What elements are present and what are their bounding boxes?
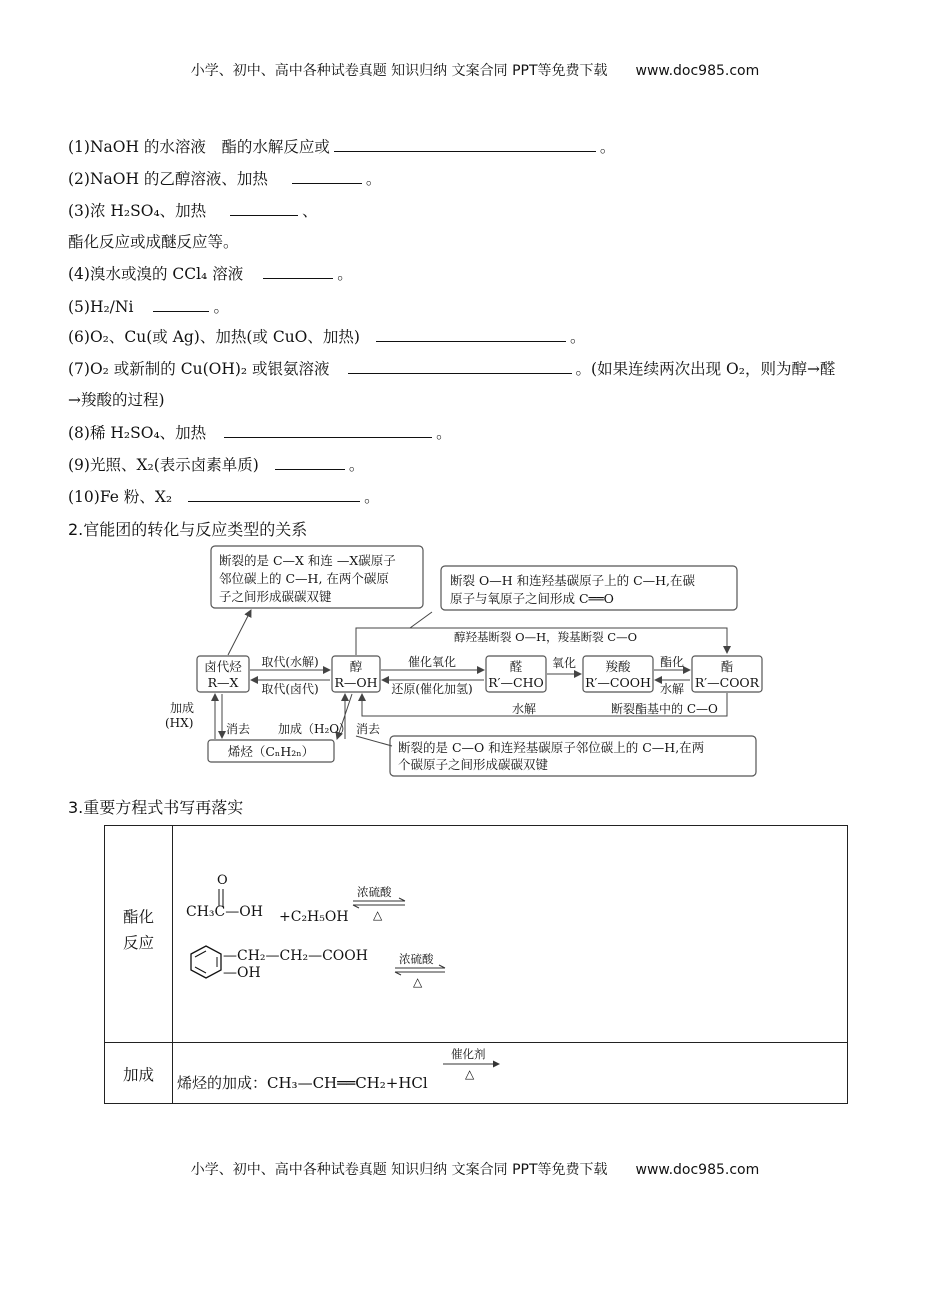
label-esterify: 酯化 xyxy=(659,655,685,669)
row-label-addition: 加成 xyxy=(122,1066,154,1084)
equation-table xyxy=(104,825,848,1104)
alcohol-formula: R—OH xyxy=(334,675,378,690)
label-cat-ox: 催化氧化 xyxy=(407,655,457,669)
label-sub-halogen: 取代(卤代) xyxy=(261,682,319,696)
page-header xyxy=(0,60,950,80)
eq2-chain: —CH₂—CH₂—COOH xyxy=(223,948,368,964)
item-text: (1)NaOH 的水溶液 酯的水解反应或 xyxy=(68,138,330,156)
halide-formula: R—X xyxy=(207,675,239,690)
note-bottom-line2: 个碳原子之间形成碳碳双键 xyxy=(398,757,549,772)
equations-svg xyxy=(173,826,847,1103)
item-text: (2)NaOH 的乙醇溶液、加热 xyxy=(68,170,268,188)
answer-blank xyxy=(230,203,298,216)
item-end: 。 xyxy=(365,170,382,188)
label-add-h2o: 加成（H₂O） xyxy=(278,722,352,736)
item-text: 酯化反应或成醚反应等。 xyxy=(68,233,239,251)
label-oxidation: 氧化 xyxy=(551,656,577,670)
label-bottom-hydrolysis: 水解 xyxy=(512,702,537,716)
section-2-title: 2.官能团的转化与反应类型的关系 xyxy=(68,520,308,539)
answer-blank xyxy=(292,171,362,184)
answer-blank xyxy=(334,139,596,152)
page-footer xyxy=(0,1159,950,1179)
item-5 xyxy=(68,295,229,317)
answer-blank xyxy=(153,299,209,312)
item-end: 。 xyxy=(337,265,353,283)
ester-name: 酯 xyxy=(720,659,734,674)
item-6 xyxy=(68,325,585,347)
item-end: 。 xyxy=(213,298,229,316)
item-end: 。 xyxy=(599,138,616,156)
item-end: 、 xyxy=(302,202,318,220)
item-text: (9)光照、X₂(表示卤素单质) xyxy=(68,456,259,474)
pointer-top-right-note xyxy=(410,612,432,628)
footer-text: 小学、初中、高中各种试卷真题 知识归纳 文案合同 PPT等免费下载 xyxy=(190,1162,608,1178)
item-8 xyxy=(68,421,452,443)
answer-blank xyxy=(224,425,432,438)
row-label-line1: 酯化 xyxy=(122,908,154,926)
item-end: 。 xyxy=(364,488,380,506)
answer-blank xyxy=(263,266,333,279)
note-top-right-line1: 断裂 O—H 和连羟基碳原子上的 C—H,在碳 xyxy=(450,573,696,588)
item-3-cont xyxy=(68,230,239,252)
row-label-esterification xyxy=(105,904,172,956)
answer-blank xyxy=(376,329,566,342)
item-10 xyxy=(68,485,380,507)
item-9 xyxy=(68,453,364,475)
item-text: (5)H₂/Ni xyxy=(68,298,134,316)
answer-blank xyxy=(348,361,572,374)
aldehyde-name: 醛 xyxy=(509,659,523,674)
item-7-cont xyxy=(68,388,165,410)
item-2 xyxy=(68,167,381,189)
note-top-left-line1: 断裂的是 C—X 和连 —X碳原子 xyxy=(219,553,396,568)
ester-formula: R′—COOR xyxy=(694,675,760,690)
acid-name: 羧酸 xyxy=(605,659,631,674)
aldehyde-formula: R′—CHO xyxy=(488,675,544,690)
eq2-ring-bond-1 xyxy=(195,951,206,957)
label-sub-hydrolysis: 取代(水解) xyxy=(261,655,319,669)
item-3 xyxy=(68,199,318,221)
label-bottom-break: 断裂酯基中的 C—O xyxy=(611,702,718,716)
item-text: (10)Fe 粉、X₂ xyxy=(68,488,173,506)
item-text: (3)浓 H₂SO₄、加热 xyxy=(68,202,207,220)
item-1 xyxy=(68,135,615,157)
item-text: (4)溴水或溴的 CCl₄ 溶液 xyxy=(68,265,244,283)
header-site: www.doc985.com xyxy=(635,63,760,79)
note-top-right-line2: 原子与氧原子之间形成 C══O xyxy=(450,591,614,606)
note-bottom-line1: 断裂的是 C—O 和连羟基碳原子邻位碳上的 C—H,在两 xyxy=(398,740,705,755)
eq2-heat: △ xyxy=(413,975,423,989)
item-end: 。(如果连续两次出现 O₂，则为醇→醛 xyxy=(575,360,836,378)
label-reduction: 还原(催化加氢) xyxy=(391,682,473,696)
item-end: 。 xyxy=(436,424,452,442)
eq3-condition: 催化剂 xyxy=(451,1047,486,1061)
answer-blank xyxy=(188,489,360,502)
item-end: 。 xyxy=(569,328,586,346)
halide-name: 卤代烃 xyxy=(204,659,242,674)
eq2-condition: 浓硫酸 xyxy=(399,952,434,966)
note-top-left-line2: 邻位碳上的 C—H, 在两个碳原 xyxy=(219,571,389,586)
label-add-hx: 加成 xyxy=(170,701,195,715)
item-text: →羧酸的过程) xyxy=(68,391,165,409)
eq1-condition: 浓硫酸 xyxy=(357,885,392,899)
eq1-ethanol: +C₂H₅OH xyxy=(279,909,349,925)
item-end: 。 xyxy=(348,456,365,474)
alcohol-name: 醇 xyxy=(349,659,363,674)
answer-blank xyxy=(275,457,345,470)
pointer-bottom-note xyxy=(356,736,392,746)
item-text: (6)O₂、Cu(或 Ag)、加热(或 CuO、加热) xyxy=(68,328,360,346)
functional-group-diagram xyxy=(0,540,950,785)
pointer-top-left-note xyxy=(228,610,251,655)
eq3-heat: △ xyxy=(465,1067,475,1081)
footer-site: www.doc985.com xyxy=(635,1162,760,1178)
eq2-hydroxyl: —OH xyxy=(223,965,261,981)
eq1-acetic-acid: CH₃C—OH xyxy=(186,904,263,920)
item-4 xyxy=(68,262,353,284)
label-hydrolysis: 水解 xyxy=(659,682,685,696)
acid-formula: R′—COOH xyxy=(585,675,651,690)
eq3-text: 烯烃的加成：CH₃—CH══CH₂+HCl xyxy=(177,1074,428,1092)
label-add-hx-2: (HX) xyxy=(165,716,194,730)
note-top-left-line3: 子之间形成碳碳双键 xyxy=(219,589,332,604)
eq2-ring-bond-3 xyxy=(195,967,206,973)
alkene-label: 烯烃（CₙH₂ₙ） xyxy=(227,744,315,759)
eq1-heat: △ xyxy=(373,908,383,922)
item-text: (7)O₂ 或新制的 Cu(OH)₂ 或银氨溶液 xyxy=(68,360,330,378)
label-ester-note: 醇羟基断裂 O—H，羧基断裂 C—O xyxy=(454,630,637,644)
header-text: 小学、初中、高中各种试卷真题 知识归纳 文案合同 PPT等免费下载 xyxy=(190,63,608,79)
row-label-line2: 反应 xyxy=(122,934,154,952)
section-3-title: 3.重要方程式书写再落实 xyxy=(68,798,244,817)
eq1-carbonyl-o: O xyxy=(217,873,228,888)
label-elim2: 消去 xyxy=(356,722,381,736)
item-text: (8)稀 H₂SO₄、加热 xyxy=(68,424,207,442)
label-elim1: 消去 xyxy=(226,722,251,736)
item-7 xyxy=(68,357,835,379)
